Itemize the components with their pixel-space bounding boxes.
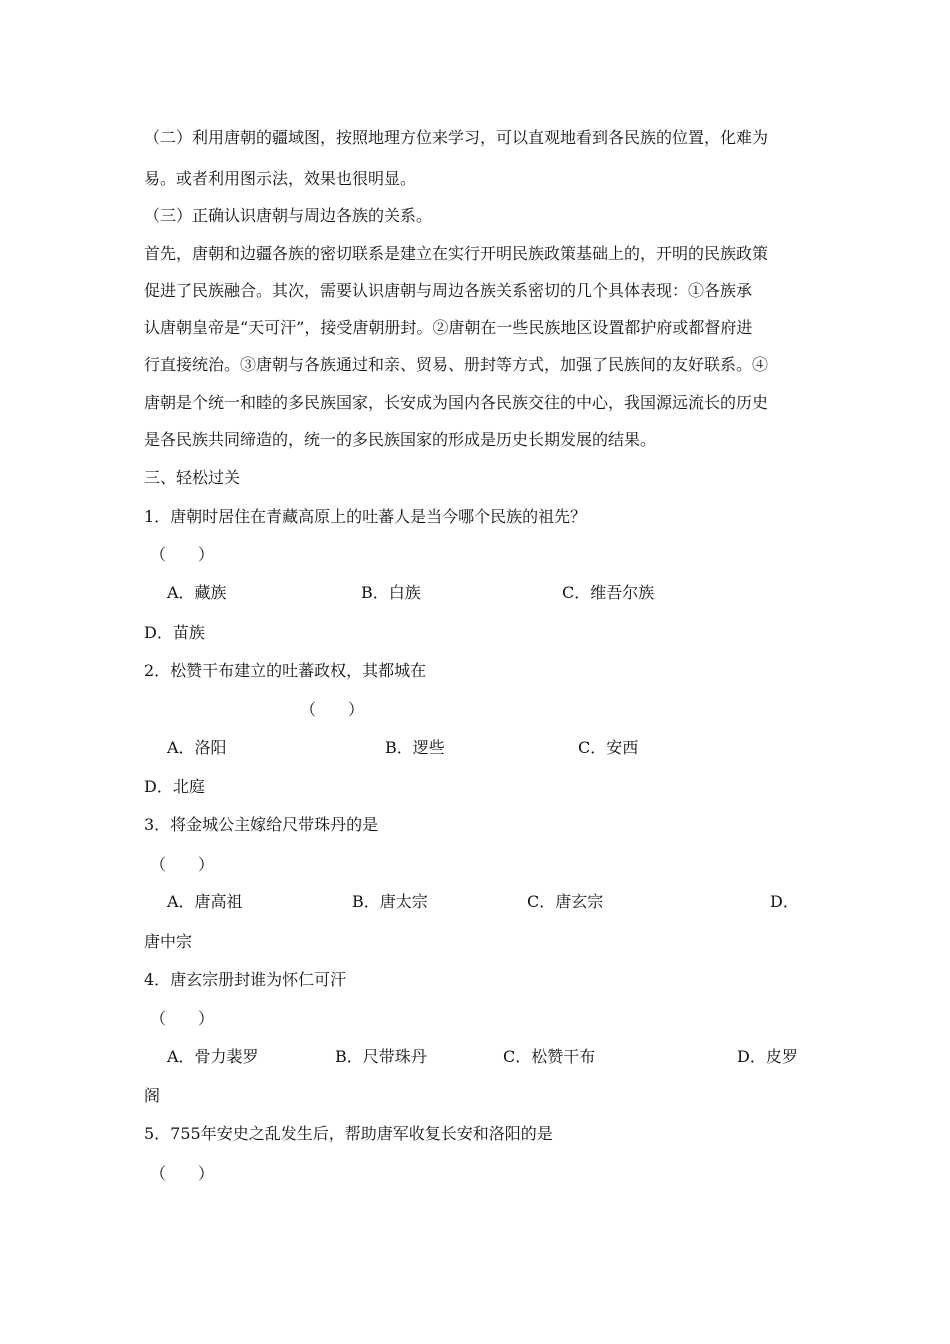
question-1-option-a: A．藏族 [167, 583, 227, 602]
method3-heading: （三）正确认识唐朝与周边各族的关系。 [144, 206, 433, 225]
question-2-option-a: A．洛阳 [167, 738, 227, 757]
question-1-stem: 1．唐朝时居住在青藏高原上的吐蕃人是当今哪个民族的祖先？ [144, 507, 587, 526]
question-2-option-c: C．安西 [578, 738, 639, 757]
question-3-option-d-text: 唐中宗 [144, 932, 193, 951]
method3-line-3: 认唐朝皇帝是“天可汗”，接受唐朝册封。②唐朝在一些民族地区设置都护府或都督府进 [144, 318, 753, 337]
question-1-blank: （ ） [150, 545, 215, 564]
question-5-stem: 5．755年安史之乱发生后，帮助唐军收复长安和洛阳的是 [144, 1124, 553, 1143]
question-2-blank: （ ） [300, 700, 365, 719]
question-2-option-d: D．北庭 [144, 777, 205, 796]
question-4-blank: （ ） [150, 1009, 215, 1028]
question-1-option-c: C．维吾尔族 [562, 583, 655, 602]
question-4-option-d-label: D．皮罗 [737, 1047, 798, 1066]
question-2-option-b: B．逻些 [385, 738, 445, 757]
question-3-option-a: A．唐高祖 [167, 892, 243, 911]
question-4-option-b: B．尺带珠丹 [335, 1047, 427, 1066]
question-4-option-a: A．骨力裴罗 [167, 1047, 259, 1066]
method3-line-4: 行直接统治。③唐朝与各族通过和亲、贸易、册封等方式，加强了民族间的友好联系。④ [144, 355, 769, 374]
method3-line-6: 是各民族共同缔造的，统一的多民族国家的形成是历史长期发展的结果。 [144, 430, 657, 449]
method3-line-5: 唐朝是个统一和睦的多民族国家，长安成为国内各民族交往的中心，我国源远流长的历史 [144, 393, 769, 412]
question-3-stem: 3．将金城公主嫁给尺带珠丹的是 [144, 815, 379, 834]
method2-line-1: （二）利用唐朝的疆域图，按照地理方位来学习，可以直观地看到各民族的位置，化难为 [144, 128, 769, 147]
question-1-option-b: B．白族 [361, 583, 421, 602]
question-3-option-d-label: D． [770, 892, 799, 911]
question-5-blank: （ ） [150, 1164, 215, 1183]
question-3-option-b: B．唐太宗 [352, 892, 428, 911]
question-3-blank: （ ） [150, 855, 215, 874]
question-4-option-c: C．松赞干布 [503, 1047, 596, 1066]
method3-line-2: 促进了民族融合。其次，需要认识唐朝与周边各族关系密切的几个具体表现：①各族承 [144, 281, 753, 300]
method2-line-2: 易。或者利用图示法，效果也很明显。 [144, 169, 417, 188]
question-2-stem: 2．松赞干布建立的吐蕃政权，其都城在 [144, 661, 427, 680]
question-4-stem: 4．唐玄宗册封谁为怀仁可汗 [144, 970, 347, 989]
question-3-option-c: C．唐玄宗 [527, 892, 604, 911]
question-1-option-d: D．苗族 [144, 623, 205, 642]
quiz-heading: 三、轻松过关 [144, 468, 241, 487]
question-4-option-d-text: 阁 [144, 1086, 161, 1105]
method3-line-1: 首先，唐朝和边疆各族的密切联系是建立在实行开明民族政策基础上的，开明的民族政策 [144, 244, 769, 263]
